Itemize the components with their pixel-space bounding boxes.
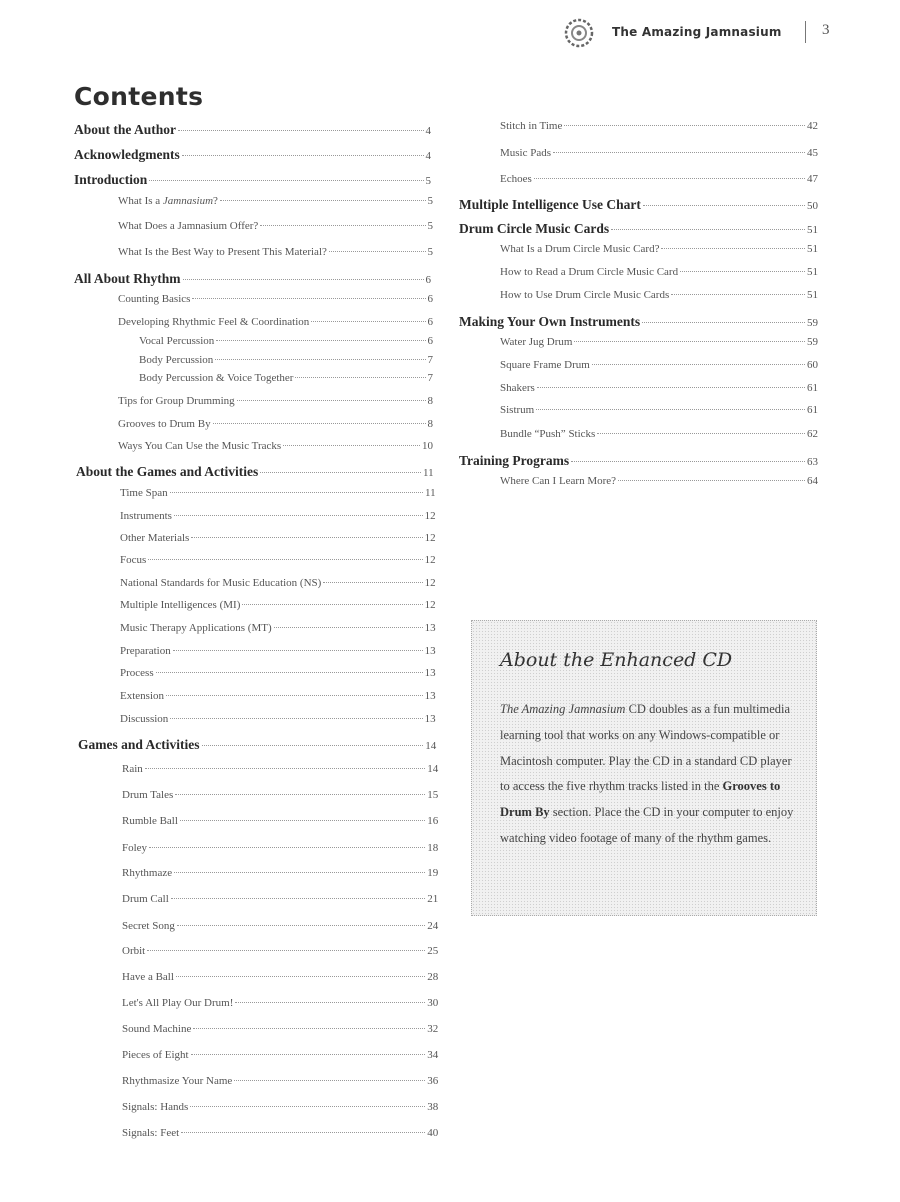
toc-entry-label: Drum Circle Music Cards: [459, 221, 610, 236]
toc-entry-page: 11: [423, 467, 434, 479]
toc-right-entry: [500, 173, 818, 185]
dot-leader: [592, 364, 805, 365]
header-divider: [805, 21, 806, 43]
toc-entry-page: 47: [807, 173, 818, 185]
toc-right-entry: [500, 243, 818, 255]
dot-leader: [234, 1080, 425, 1081]
dot-leader: [642, 322, 805, 323]
toc-entry-page: 5: [427, 220, 433, 232]
toc-entry-label: What Does a Jamnasium Offer?: [118, 220, 259, 232]
dot-leader: [237, 400, 426, 401]
toc-right-entry: [500, 382, 818, 394]
toc-entry-label: Have a Ball: [122, 971, 174, 983]
toc-left-entry: [122, 945, 438, 957]
toc-entry-label: Where Can I Learn More?: [500, 475, 617, 487]
toc-entry-page: 6: [427, 335, 433, 347]
toc-entry-page: 12: [424, 599, 436, 611]
dot-leader: [190, 1106, 425, 1107]
toc-entry-label: Stitch in Time: [500, 120, 563, 132]
toc-entry-label: Sistrum: [500, 404, 535, 416]
toc-entry-label: Rumble Ball: [122, 815, 178, 827]
dot-leader: [181, 1132, 425, 1133]
toc-left-entry: [74, 122, 431, 138]
toc-entry-page: 30: [427, 997, 439, 1009]
toc-entry-page: 38: [427, 1101, 439, 1113]
toc-entry-label: Orbit: [122, 945, 146, 957]
toc-entry-label: Water Jug Drum: [500, 336, 573, 348]
toc-entry-label: Drum Call: [122, 893, 169, 905]
sidebar-grooves-ref: Grooves to Drum By: [500, 779, 781, 820]
toc-entry-label: How to Use Drum Circle Music Cards: [500, 289, 670, 301]
toc-entry-page: 51: [807, 289, 818, 301]
dot-leader: [170, 492, 423, 493]
toc-entry-label: Extension: [120, 690, 164, 702]
dot-leader: [537, 387, 805, 388]
toc-entry-label: Sound Machine: [122, 1023, 192, 1035]
cd-disc-icon: [564, 18, 594, 48]
toc-entry-page: 36: [427, 1075, 439, 1087]
dot-leader: [597, 433, 805, 434]
dot-leader: [149, 180, 423, 181]
toc-left-entry: [139, 335, 433, 347]
toc-entry-label: Let's All Play Our Drum!: [122, 997, 234, 1009]
toc-entry-label: Games and Activities: [78, 737, 200, 752]
toc-left-entry: [122, 920, 438, 932]
toc-left-entry: [78, 737, 436, 753]
dot-leader: [242, 604, 422, 605]
dot-leader: [166, 695, 423, 696]
toc-left-entry: [118, 395, 433, 407]
toc-right-entry: [459, 314, 818, 330]
toc-entry-page: 12: [424, 510, 436, 522]
dot-leader: [175, 794, 425, 795]
dot-leader: [536, 409, 805, 410]
toc-entry-page: 7: [427, 372, 433, 384]
toc-entry-page: 14: [427, 763, 439, 775]
dot-leader: [156, 672, 423, 673]
toc-left-entry: [122, 763, 438, 775]
toc-right-entry: [459, 453, 818, 469]
dot-leader: [618, 480, 805, 481]
dot-leader: [295, 377, 425, 378]
toc-right-entry: [500, 289, 818, 301]
dot-leader: [177, 925, 425, 926]
toc-entry-label: Rhythmaze: [122, 867, 173, 879]
toc-right-entry: [459, 221, 818, 237]
toc-right-entry: [500, 336, 818, 348]
dot-leader: [611, 229, 805, 230]
toc-entry-page: 32: [427, 1023, 439, 1035]
dot-leader: [215, 359, 425, 360]
toc-entry-page: 40: [427, 1127, 439, 1139]
toc-entry-label: Making Your Own Instruments: [459, 314, 641, 329]
toc-entry-page: 64: [807, 475, 818, 487]
enhanced-cd-sidebar: [471, 620, 817, 916]
toc-entry-page: 14: [425, 740, 437, 752]
toc-right-entry: [459, 197, 818, 213]
dot-leader: [145, 768, 425, 769]
toc-entry-page: 63: [807, 456, 818, 468]
toc-left-entry: [118, 418, 433, 430]
toc-entry-page: 50: [807, 200, 818, 212]
sidebar-text-part2: section. Place the CD in your computer to enjoy watching video footage of many of the rhythm games.: [500, 805, 794, 845]
toc-entry-page: 5: [425, 175, 431, 187]
toc-entry-label: Body Percussion: [139, 354, 214, 366]
toc-entry-label: Tips for Group Drumming: [118, 395, 235, 407]
dot-leader: [311, 321, 425, 322]
toc-entry-label: Grooves to Drum By: [118, 418, 211, 430]
toc-entry-label: Counting Basics: [118, 293, 191, 305]
toc-left-entry: [122, 971, 438, 983]
dot-leader: [216, 340, 425, 341]
toc-entry-page: 8: [427, 395, 433, 407]
toc-left-entry: [74, 271, 431, 287]
dot-leader: [176, 976, 425, 977]
toc-left-entry: [122, 1023, 438, 1035]
dot-leader: [193, 1028, 425, 1029]
toc-entry-page: 8: [427, 418, 433, 430]
dot-leader: [149, 847, 425, 848]
toc-entry-label: Signals: Feet: [122, 1127, 180, 1139]
dot-leader: [170, 718, 422, 719]
dot-leader: [220, 200, 426, 201]
sidebar-title: About the Enhanced CD: [500, 649, 733, 671]
dot-leader: [260, 225, 425, 226]
toc-entry-label: What Is a Jamnasium?: [118, 195, 218, 207]
toc-entry-label: Multiple Intelligences (MI): [120, 599, 241, 611]
toc-entry-label: Signals: Hands: [122, 1101, 189, 1113]
toc-left-entry: [139, 372, 433, 384]
toc-entry-label: Square Frame Drum: [500, 359, 590, 371]
dot-leader: [213, 423, 426, 424]
toc-entry-label: Secret Song: [122, 920, 175, 932]
toc-entry-page: 5: [427, 246, 433, 258]
toc-entry-page: 28: [427, 971, 439, 983]
toc-left-entry: [118, 293, 433, 305]
toc-entry-page: 59: [807, 336, 818, 348]
toc-entry-label: Acknowledgments: [74, 147, 180, 162]
toc-entry-page: 13: [424, 622, 436, 634]
toc-left-entry: [120, 645, 436, 657]
dot-leader: [174, 515, 423, 516]
toc-entry-page: 12: [424, 532, 436, 544]
toc-left-entry: [120, 532, 436, 544]
book-title: The Amazing Jamnasium: [612, 25, 782, 39]
toc-right-entry: [500, 359, 818, 371]
toc-left-entry: [74, 172, 431, 188]
toc-entry-page: 18: [427, 842, 439, 854]
toc-entry-label: Discussion: [120, 713, 169, 725]
toc-entry-page: 15: [427, 789, 439, 801]
toc-left-entry: [76, 464, 434, 480]
toc-left-entry: [120, 554, 436, 566]
toc-left-entry: [120, 713, 436, 725]
dot-leader: [680, 271, 805, 272]
dot-leader: [191, 1054, 426, 1055]
dot-leader: [183, 279, 424, 280]
toc-left-entry: [122, 789, 438, 801]
page-number: 3: [822, 22, 830, 38]
toc-left-entry: [139, 354, 433, 366]
toc-left-entry: [118, 316, 433, 328]
dot-leader: [643, 205, 805, 206]
toc-left-entry: [122, 842, 438, 854]
toc-right-entry: [500, 404, 818, 416]
toc-left-entry: [122, 1049, 438, 1061]
toc-entry-label: Introduction: [74, 172, 148, 187]
toc-left-entry: [118, 440, 433, 452]
toc-entry-label: Process: [120, 667, 154, 679]
dot-leader: [329, 251, 426, 252]
toc-left-entry: [120, 510, 436, 522]
toc-entry-label: Shakers: [500, 382, 535, 394]
dot-leader: [192, 298, 425, 299]
toc-entry-page: 12: [424, 577, 436, 589]
dot-leader: [174, 872, 425, 873]
dot-leader: [260, 472, 421, 473]
contents-heading: Contents: [74, 82, 204, 111]
toc-entry-page: 42: [807, 120, 818, 132]
toc-entry-page: 21: [427, 893, 439, 905]
dot-leader: [553, 152, 805, 153]
toc-left-entry: [122, 893, 438, 905]
toc-entry-page: 4: [425, 150, 431, 162]
toc-left-entry: [118, 195, 433, 207]
dot-leader: [148, 559, 422, 560]
toc-left-entry: [120, 690, 436, 702]
toc-entry-page: 4: [425, 125, 431, 137]
toc-entry-label: Focus: [120, 554, 147, 566]
toc-entry-label: What Is the Best Way to Present This Material?: [118, 246, 327, 258]
toc-entry-page: 45: [807, 147, 818, 159]
toc-left-entry: [74, 147, 431, 163]
toc-entry-page: 13: [424, 713, 436, 725]
toc-entry-label: Training Programs: [459, 453, 570, 468]
toc-entry-label: Multiple Intelligence Use Chart: [459, 197, 641, 212]
toc-entry-label: About the Games and Activities: [76, 464, 259, 479]
toc-entry-label: How to Read a Drum Circle Music Card: [500, 266, 679, 278]
toc-right-entry: [500, 475, 818, 487]
toc-entry-page: 34: [427, 1049, 439, 1061]
toc-entry-label: Rhythmasize Your Name: [122, 1075, 233, 1087]
toc-left-entry: [122, 1075, 438, 1087]
toc-entry-label: Ways You Can Use the Music Tracks: [118, 440, 282, 452]
toc-entry-page: 12: [424, 554, 436, 566]
toc-entry-label: About the Author: [74, 122, 177, 137]
dot-leader: [191, 537, 422, 538]
toc-entry-label: Rain: [122, 763, 143, 775]
toc-entry-page: 51: [807, 243, 818, 255]
toc-right-entry: [500, 266, 818, 278]
toc-left-entry: [122, 815, 438, 827]
toc-entry-label: Other Materials: [120, 532, 190, 544]
dot-leader: [283, 445, 420, 446]
toc-entry-page: 62: [807, 428, 818, 440]
toc-entry-label: Drum Tales: [122, 789, 174, 801]
toc-entry-page: 19: [427, 867, 439, 879]
toc-entry-label: Foley: [122, 842, 148, 854]
toc-right-entry: [500, 120, 818, 132]
toc-entry-page: 16: [427, 815, 439, 827]
toc-left-entry: [120, 667, 436, 679]
toc-entry-page: 6: [427, 293, 433, 305]
sidebar-text-part1: CD doubles as a fun multimedia learning tool that works on any Windows-compatible or Macintosh computer. Play the CD in a standard CD player to access the five rhythm tracks listed in the: [500, 702, 792, 794]
toc-left-entry: [122, 1127, 438, 1139]
toc-entry-page: 61: [807, 404, 818, 416]
toc-left-entry: [120, 622, 436, 634]
dot-leader: [171, 898, 425, 899]
dot-leader: [574, 341, 805, 342]
dot-leader: [235, 1002, 425, 1003]
toc-left-entry: [118, 246, 433, 258]
toc-entry-label: National Standards for Music Education (NS): [120, 577, 322, 589]
toc-entry-page: 5: [427, 195, 433, 207]
toc-entry-page: 25: [427, 945, 439, 957]
dot-leader: [180, 820, 425, 821]
toc-left-entry: [120, 577, 436, 589]
dot-leader: [571, 461, 805, 462]
toc-entry-page: 10: [422, 440, 433, 452]
toc-entry-label: What Is a Drum Circle Music Card?: [500, 243, 660, 255]
toc-entry-page: 59: [807, 317, 818, 329]
toc-entry-label: Music Therapy Applications (MT): [120, 622, 272, 634]
toc-entry-page: 24: [427, 920, 439, 932]
toc-entry-label: Instruments: [120, 510, 172, 522]
toc-entry-page: 51: [807, 224, 818, 236]
sidebar-body: [500, 697, 800, 852]
toc-entry-label: All About Rhythm: [74, 271, 181, 286]
toc-left-entry: [122, 1101, 438, 1113]
toc-entry-page: 11: [425, 487, 436, 499]
toc-entry-label: Developing Rhythmic Feel & Coordination: [118, 316, 310, 328]
toc-entry-page: 6: [427, 316, 433, 328]
toc-entry-page: 6: [425, 274, 431, 286]
running-header: [560, 18, 880, 50]
toc-left-entry: [120, 487, 436, 499]
dot-leader: [147, 950, 425, 951]
toc-left-entry: [122, 997, 438, 1009]
toc-entry-page: 13: [424, 690, 436, 702]
toc-entry-page: 61: [807, 382, 818, 394]
dot-leader: [564, 125, 805, 126]
dot-leader: [661, 248, 805, 249]
toc-entry-page: 7: [427, 354, 433, 366]
dot-leader: [173, 650, 423, 651]
dot-leader: [274, 627, 423, 628]
dot-leader: [534, 178, 805, 179]
toc-entry-label: Music Pads: [500, 147, 552, 159]
toc-left-entry: [120, 599, 436, 611]
toc-entry-page: 13: [424, 645, 436, 657]
dot-leader: [202, 745, 424, 746]
dot-leader: [182, 155, 424, 156]
dot-leader: [323, 582, 422, 583]
toc-entry-page: 13: [424, 667, 436, 679]
dot-leader: [671, 294, 805, 295]
toc-entry-label: Time Span: [120, 487, 168, 499]
dot-leader: [178, 130, 423, 131]
sidebar-book-title: The Amazing Jamnasium: [500, 702, 626, 716]
toc-right-entry: [500, 147, 818, 159]
toc-entry-label: Echoes: [500, 173, 532, 185]
toc-entry-page: 51: [807, 266, 818, 278]
toc-entry-label: Pieces of Eight: [122, 1049, 189, 1061]
toc-right-entry: [500, 428, 818, 440]
toc-entry-page: 60: [807, 359, 818, 371]
toc-entry-label: Bundle “Push” Sticks: [500, 428, 596, 440]
toc-entry-label: Preparation: [120, 645, 171, 657]
toc-entry-label: Body Percussion & Voice Together: [139, 372, 294, 384]
toc-entry-label: Vocal Percussion: [139, 335, 215, 347]
toc-left-entry: [118, 220, 433, 232]
toc-left-entry: [122, 867, 438, 879]
